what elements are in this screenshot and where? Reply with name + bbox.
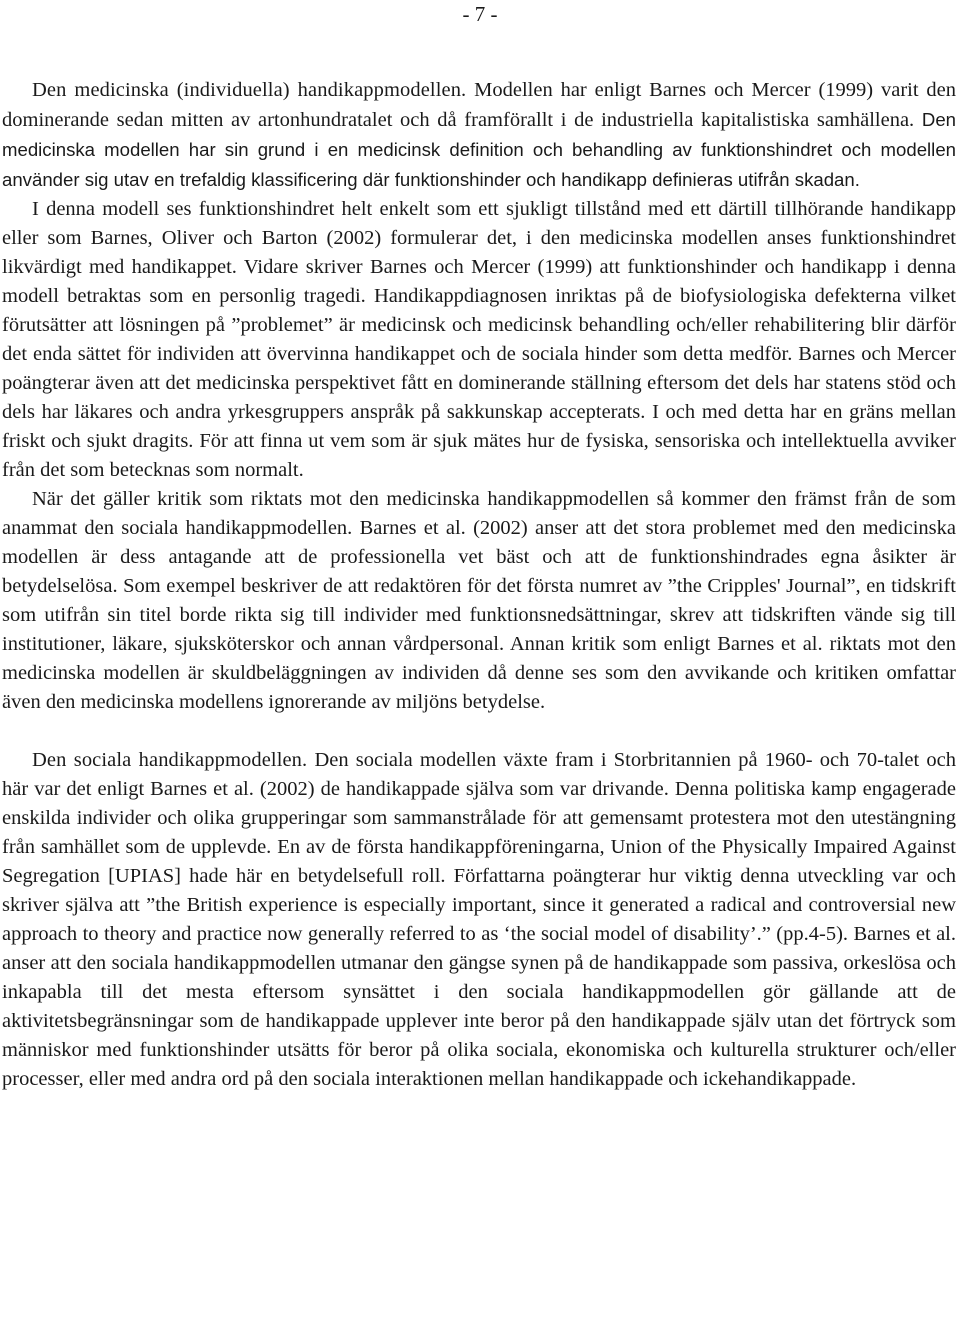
social-model-text: Den sociala modellen växte fram i Storbritannien på 1960- och 70-talet och här var det enligt Barnes et al. (2002) de handikappade själva som var drivande. Denna politiska kamp engagerade enskilda individer och olika grupperingar som sammanstrålade för att gemensamt protestera mot den utestängning från samhället som de upplevde. En av de första handikappföreningarna, Union of the Physically Impaired Against Segregation [UPIAS] hade här en betydelsefull roll. Författarna poängterar hur viktig denna utveckling var och skriver själva att ”the British experience is especially important, since it generated a radical and controversial new approach to theory and practice now generally referred to as ‘the social model of disability’.” (pp.4-5). Barnes et al. anser att den sociala handikappmodellen utmanar den gängse synen på de handikappade som passiva, orkeslösa och inkapabla till det mesta eftersom synsättet i den sociala handikappmodellen gör gällande att de aktivitetsbegränsningar som de handikappade upplever inte beror på den handikappade själv utan det förtryck som människor med funktionshinder utsätts för beror på olika sociala, ekonomiska och kulturella strukturer och/eller processer, eller med andra ord på den sociala interaktionen mellan handikappade och ickehandikappade. — [2, 749, 956, 1090]
paragraph-spacer — [2, 717, 956, 746]
intro-text-sans: Den medicinska modellen har sin grund i en medicinsk definition och behandling av funktionshindret och modellen använder sig utav en trefaldig klassificering där funktionshinder och handikapp definieras utifrån skadan. — [2, 109, 956, 190]
intro-text-serif: Modellen har enligt Barnes och Mercer (1999) varit den dominerande sedan mitten av artonhundratalet och då framförallt i de industriella kapitalistiska samhällena. — [2, 79, 957, 131]
paragraph-medical-intro — [2, 76, 956, 195]
paragraph-social-model — [2, 746, 956, 1094]
page-number: - 7 - — [462, 2, 498, 26]
paragraph-medical-description: I denna modell ses funktionshindret helt enkelt som ett sjukligt tillstånd med ett därtill tillhörande handikapp eller som Barnes, Oliver och Barton (2002) formulerar det, i den medicinska modellen anses funktionshindret likvärdigt med handikappet. Vidare skriver Barnes och Mercer (1999) att funktionshinder och handikapp i denna modell betraktas som en personlig tragedi. Handikappdiagnosen inriktas på de biofysiologiska defekterna vilket förutsätter att lösningen på ”problemet” är medicinsk och medicinsk behandling och/eller rehabilitering blir därför det enda sättet för individen att övervinna handikappet och de sociala hinder som detta medför. Barnes och Mercer poängterar även att det medicinska perspektivet fått en dominerande ställning eftersom det dels har statens stöd och dels har läkares och andra yrkesgruppers anspråk på sakkunskap accepterats. I och med detta har en gräns mellan friskt och sjukt dragits. För att finna ut vem som är sjuk mätes hur de fysiska, sensoriska och intellektuella avviker från det som betecknas som normalt. — [2, 198, 956, 481]
section-heading-medical-model: Den medicinska (individuella) handikappmodellen. — [32, 79, 467, 101]
paragraph-medical-critique: När det gäller kritik som riktats mot den medicinska handikappmodellen så kommer den främst från de som anammat den sociala handikappmodellen. Barnes et al. (2002) anser att det stora problemet med den medicinska modellen är dess antagande att de professionella vet bäst och att de funktionshindrades egna åsikter är betydelselösa. Som exempel beskriver de att redaktören för det första numret av ”the Cripples' Journal”, en tidskrift som utifrån sin titel borde rikta sig till individer med funktionsnedsättningar, skrev att tidskriften vände sig till institutioner, läkare, sjuksköterskor och annan vårdpersonal. Annan kritik som enligt Barnes et al. riktats mot den medicinska modellen är skuldbeläggningen av individen då denne ses som den avvikande och kritiken omfattar även den medicinska modellens ignorerande av miljöns betydelse. — [2, 488, 956, 713]
section-heading-social-model: Den sociala handikappmodellen. — [32, 749, 308, 771]
document-body — [2, 76, 956, 1094]
